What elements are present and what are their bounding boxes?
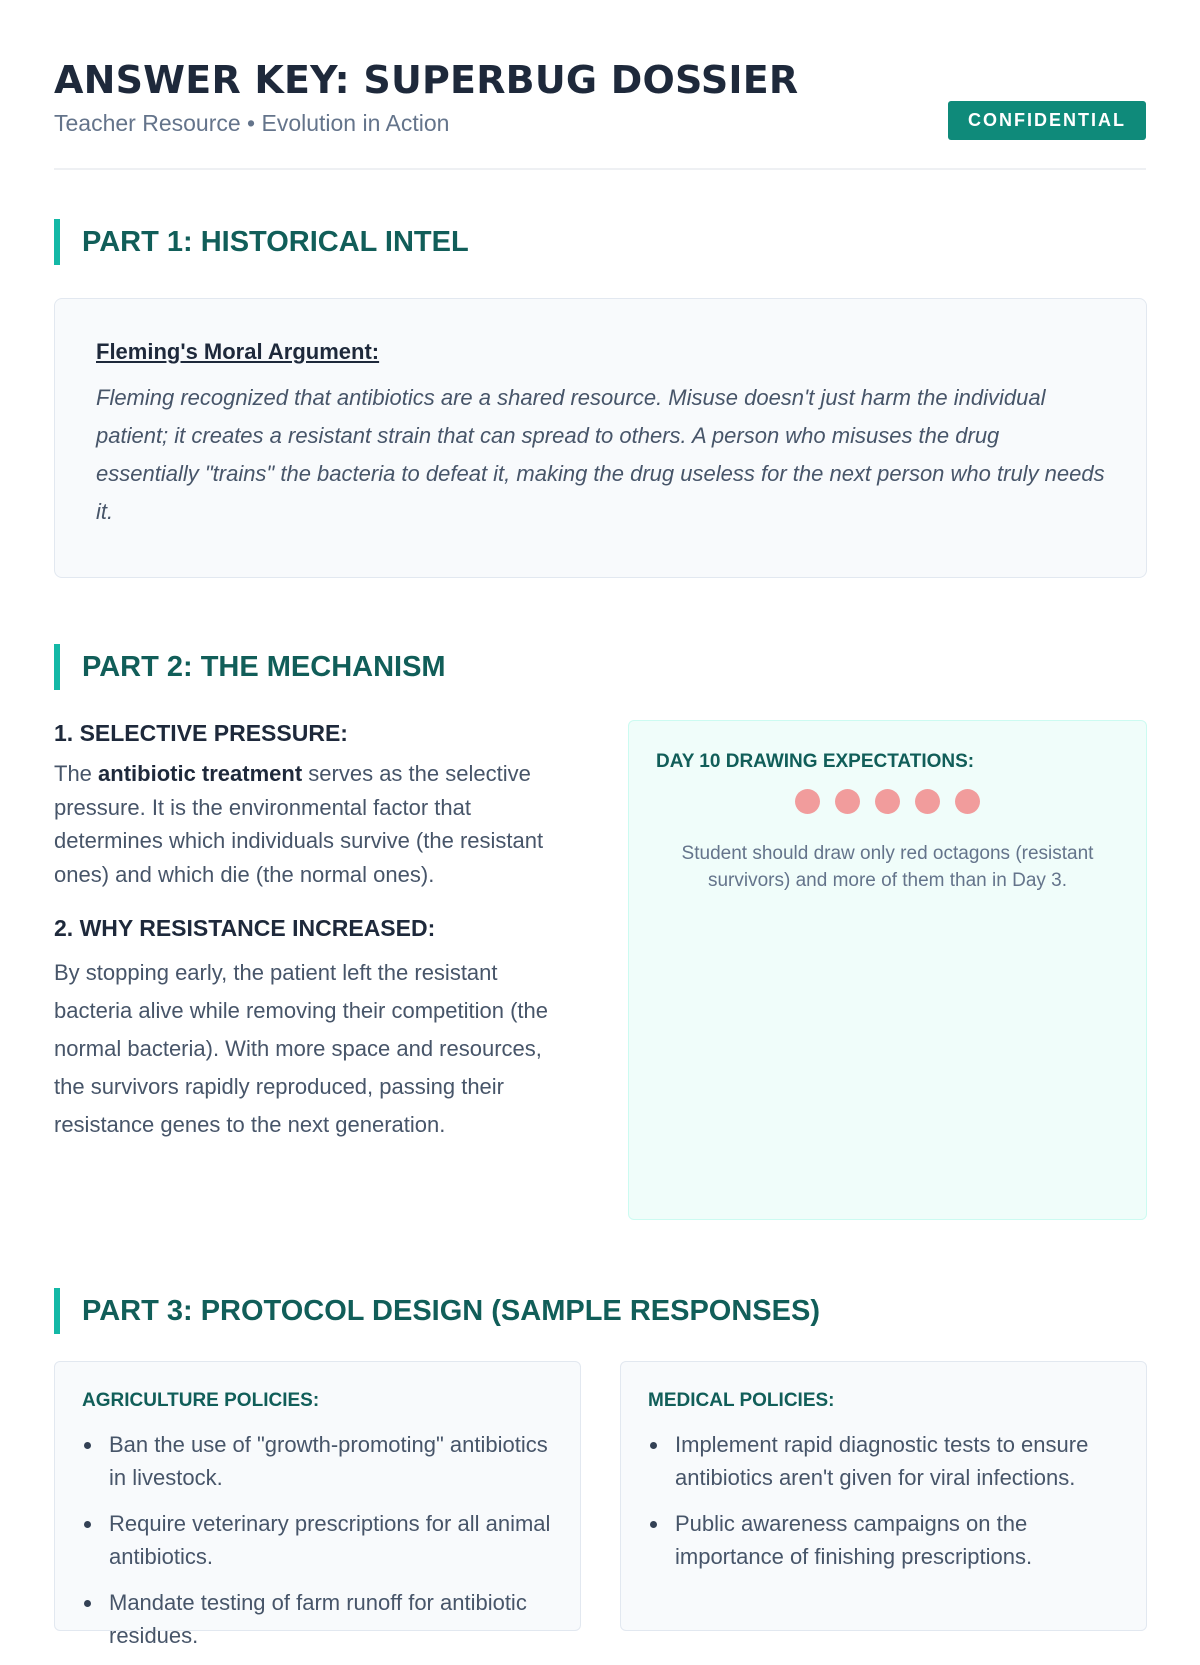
question-1-answer-start: The bbox=[54, 761, 99, 786]
question-1-answer-emphasis: antibiotic treatment bbox=[98, 761, 303, 786]
list-item: Mandate testing of farm runoff for antibiotic residues. bbox=[82, 1586, 553, 1652]
section-heading-part2: PART 2: THE MECHANISM bbox=[54, 644, 1146, 690]
fleming-card bbox=[54, 298, 1147, 578]
agriculture-policies-heading: AGRICULTURE POLICIES: bbox=[82, 1390, 320, 1411]
resistant-bacteria-dots bbox=[629, 789, 1146, 814]
medical-policies-list bbox=[648, 1428, 1119, 1586]
question-1-answer-end: serves as the selective pressure. It is the environmental factor that determines which individuals survive (the resistant ones) and which die (the normal ones). bbox=[54, 761, 544, 887]
resistant-bacterium-dot bbox=[795, 789, 820, 814]
list-item: Ban the use of "growth-promoting" antibiotics in livestock. bbox=[82, 1428, 553, 1494]
resistant-bacterium-dot bbox=[915, 789, 940, 814]
resistant-bacterium-dot bbox=[955, 789, 980, 814]
mechanism-answers bbox=[54, 720, 574, 1144]
confidential-badge: CONFIDENTIAL bbox=[948, 101, 1146, 140]
agriculture-policies-list bbox=[82, 1428, 553, 1665]
fleming-card-text: Fleming recognized that antibiotics are a shared resource. Misuse doesn't just harm the individual patient; it creates a resistant strain that can spread to others. A person who misuses the drug essentially "trains" the bacteria to defeat it, making the drug useless for the next person who truly needs it. bbox=[96, 385, 1105, 524]
resistant-bacterium-dot bbox=[835, 789, 860, 814]
section-heading-part1: PART 1: HISTORICAL INTEL bbox=[54, 219, 1146, 265]
question-1-heading: 1. SELECTIVE PRESSURE: bbox=[54, 720, 348, 746]
resistant-bacterium-dot bbox=[875, 789, 900, 814]
list-item: Implement rapid diagnostic tests to ensure antibiotics aren't given for viral infections. bbox=[648, 1428, 1119, 1494]
question-1-answer bbox=[54, 757, 574, 891]
drawing-expectations-card bbox=[628, 720, 1147, 1220]
page-subtitle: Teacher Resource • Evolution in Action bbox=[54, 110, 450, 136]
question-2-heading: 2. WHY RESISTANCE INCREASED: bbox=[54, 915, 436, 941]
medical-policies-card bbox=[620, 1361, 1147, 1631]
list-item: Public awareness campaigns on the importance of finishing prescriptions. bbox=[648, 1507, 1119, 1573]
question-2-answer: By stopping early, the patient left the resistant bacteria alive while removing their competition (the normal bacteria). With more space and resources, the survivors rapidly reproduced, passing their resistance genes to the next generation. bbox=[54, 960, 549, 1137]
section-heading-part3: PART 3: PROTOCOL DESIGN (SAMPLE RESPONSES) bbox=[54, 1288, 1146, 1334]
header-divider bbox=[54, 168, 1146, 170]
agriculture-policies-card bbox=[54, 1361, 581, 1648]
list-item: Require veterinary prescriptions for all animal antibiotics. bbox=[82, 1507, 553, 1573]
page-title: ANSWER KEY: SUPERBUG DOSSIER bbox=[54, 58, 799, 102]
page-header bbox=[54, 58, 1146, 137]
medical-policies-heading: MEDICAL POLICIES: bbox=[648, 1390, 835, 1411]
drawing-expectations-heading: DAY 10 DRAWING EXPECTATIONS: bbox=[656, 751, 975, 772]
drawing-expectations-note: Student should draw only red octagons (resistant survivors) and more of them than in Day 3. bbox=[681, 843, 1094, 891]
fleming-card-title: Fleming's Moral Argument: bbox=[96, 339, 380, 364]
